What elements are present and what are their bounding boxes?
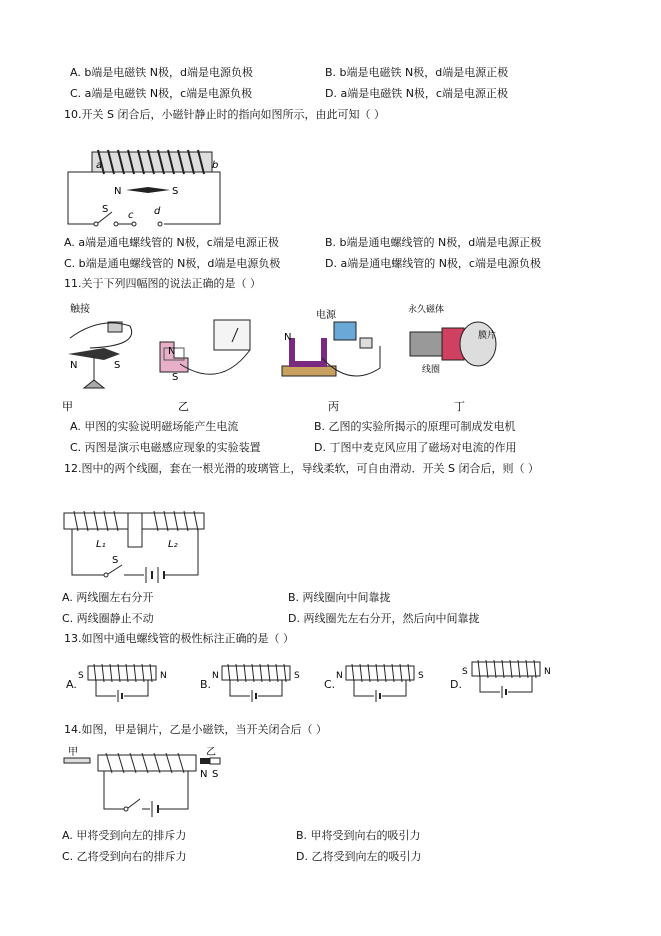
q12-two-coils-figure: [60, 505, 210, 583]
q11-caption-bing: 丙: [328, 400, 339, 413]
q10-option-a: A. a端是通电螺线管的 N极，c端是电源正极: [64, 236, 279, 249]
q11-yi-s: S: [172, 372, 179, 383]
q11-power-label: 电源: [316, 310, 336, 321]
q14-option-b: B. 甲将受到向右的吸引力: [296, 829, 421, 842]
q10-label-a: a: [96, 160, 103, 171]
q11-coil-label: 线圈: [422, 365, 441, 375]
q10-label-d: d: [154, 206, 161, 217]
q13-label-d: D.: [450, 678, 462, 691]
q10-option-d: D. a端是通电螺线管的 N极，c端是电源负极: [325, 257, 541, 270]
q10-label-n: N: [114, 186, 122, 197]
q14-stem: 14.如图，甲是铜片，乙是小磁铁，当开关闭合后（ ）: [64, 723, 327, 736]
q11-option-a: A. 甲图的实验说明磁场能产生电流: [70, 420, 239, 433]
q11-figure-ding: [408, 303, 496, 375]
q13-a-left-pole: S: [78, 671, 84, 681]
q11-bing-n: N: [284, 332, 292, 343]
q12-option-a: A. 两线圈左右分开: [62, 591, 154, 604]
q10-stem: 10.开关 S 闭合后，小磁针静止时的指向如图所示，由此可知（ ）: [64, 108, 385, 121]
q12-option-d: D. 两线圈先左右分开，然后向中间靠拢: [288, 612, 480, 625]
q11-caption-ding: 丁: [454, 400, 465, 413]
q9-option-c: C. a端是电磁铁 N极，c端是电源负极: [70, 87, 253, 100]
q13-solenoid-a: [78, 660, 170, 702]
q14-option-c: C. 乙将受到向右的排斥力: [62, 850, 187, 863]
q14-magnet-n: N: [200, 769, 208, 780]
q14-option-a: A. 甲将受到向左的排斥力: [62, 829, 187, 842]
q10-switch-label: S: [102, 204, 109, 215]
q13-solenoid-d: [462, 656, 554, 698]
q9-option-d: D. a端是电磁铁 N极，c端是电源正极: [325, 87, 508, 100]
q12-stem: 12.图中的两个线圈，套在一根光滑的玻璃管上，导线柔软，可自由滑动．开关 S 闭合后，则（ ）: [64, 462, 539, 475]
q11-figure-bing: [282, 308, 380, 376]
q11-figure-jia: [68, 302, 132, 388]
q11-four-pictures-figure: [60, 298, 550, 416]
q13-b-right-pole: S: [294, 671, 300, 681]
q10-option-c: C. b端是通电螺线管的 N极，d端是电源负极: [64, 257, 281, 270]
q14-copper-magnet-figure: [60, 745, 230, 819]
q9-option-b: B. b端是电磁铁 N极，d端是电源正极: [325, 66, 509, 79]
q10-solenoid-circuit-figure: [60, 148, 225, 230]
q13-label-c: C.: [324, 678, 336, 691]
q11-caption-yi: 乙: [178, 400, 189, 413]
q13-a-right-pole: N: [160, 671, 167, 681]
q11-jia-s: S: [114, 360, 121, 371]
q11-touch-label: 触接: [70, 304, 90, 315]
q13-c-left-pole: N: [336, 671, 343, 681]
q14-magnet-s: S: [212, 769, 219, 780]
q14-jia-label: 甲: [68, 747, 78, 758]
q13-solenoid-c: [336, 660, 428, 702]
q11-yi-n: N: [168, 346, 176, 357]
q13-solenoid-b: [212, 660, 304, 702]
q10-label-s: S: [172, 186, 179, 197]
q12-switch-label: S: [112, 555, 119, 566]
q13-label-a: A.: [66, 678, 77, 691]
q14-option-d: D. 乙将受到向左的吸引力: [296, 850, 422, 863]
q13-b-left-pole: N: [212, 671, 219, 681]
q11-option-d: D. 丁图中麦克风应用了磁场对电流的作用: [314, 441, 517, 454]
q11-jia-n: N: [70, 360, 78, 371]
q10-label-b: b: [212, 160, 219, 171]
q10-label-c: c: [128, 210, 134, 221]
q11-option-b: B. 乙图的实验所揭示的原理可制成发电机: [314, 420, 516, 433]
q12-option-c: C. 两线圈静止不动: [62, 612, 154, 625]
q11-caption-jia: 甲: [62, 400, 73, 413]
q10-option-b: B. b端是通电螺线管的 N极，d端是电源正极: [325, 236, 542, 249]
q11-figure-yi: [160, 320, 250, 383]
q13-d-left-pole: S: [462, 667, 468, 677]
q11-option-c: C. 丙图是演示电磁感应现象的实验装置: [70, 441, 261, 454]
q11-stem: 11.关于下列四幅图的说法正确的是（ ）: [64, 277, 261, 290]
q12-l1-label: L₁: [96, 539, 106, 550]
q12-option-b: B. 两线圈向中间靠拢: [288, 591, 391, 604]
q14-yi-label: 乙: [206, 747, 216, 758]
q13-stem: 13.如图中通电螺线管的极性标注正确的是（ ）: [64, 632, 294, 645]
q9-option-a: A. b端是电磁铁 N极，d端是电源负极: [70, 66, 254, 79]
q13-d-right-pole: N: [544, 667, 551, 677]
q13-label-b: B.: [200, 678, 212, 691]
q11-magnet-label: 永久磁体: [408, 305, 445, 315]
q12-l2-label: L₂: [168, 539, 178, 550]
q13-c-right-pole: S: [418, 671, 424, 681]
q11-film-label: 膜片: [478, 331, 497, 341]
